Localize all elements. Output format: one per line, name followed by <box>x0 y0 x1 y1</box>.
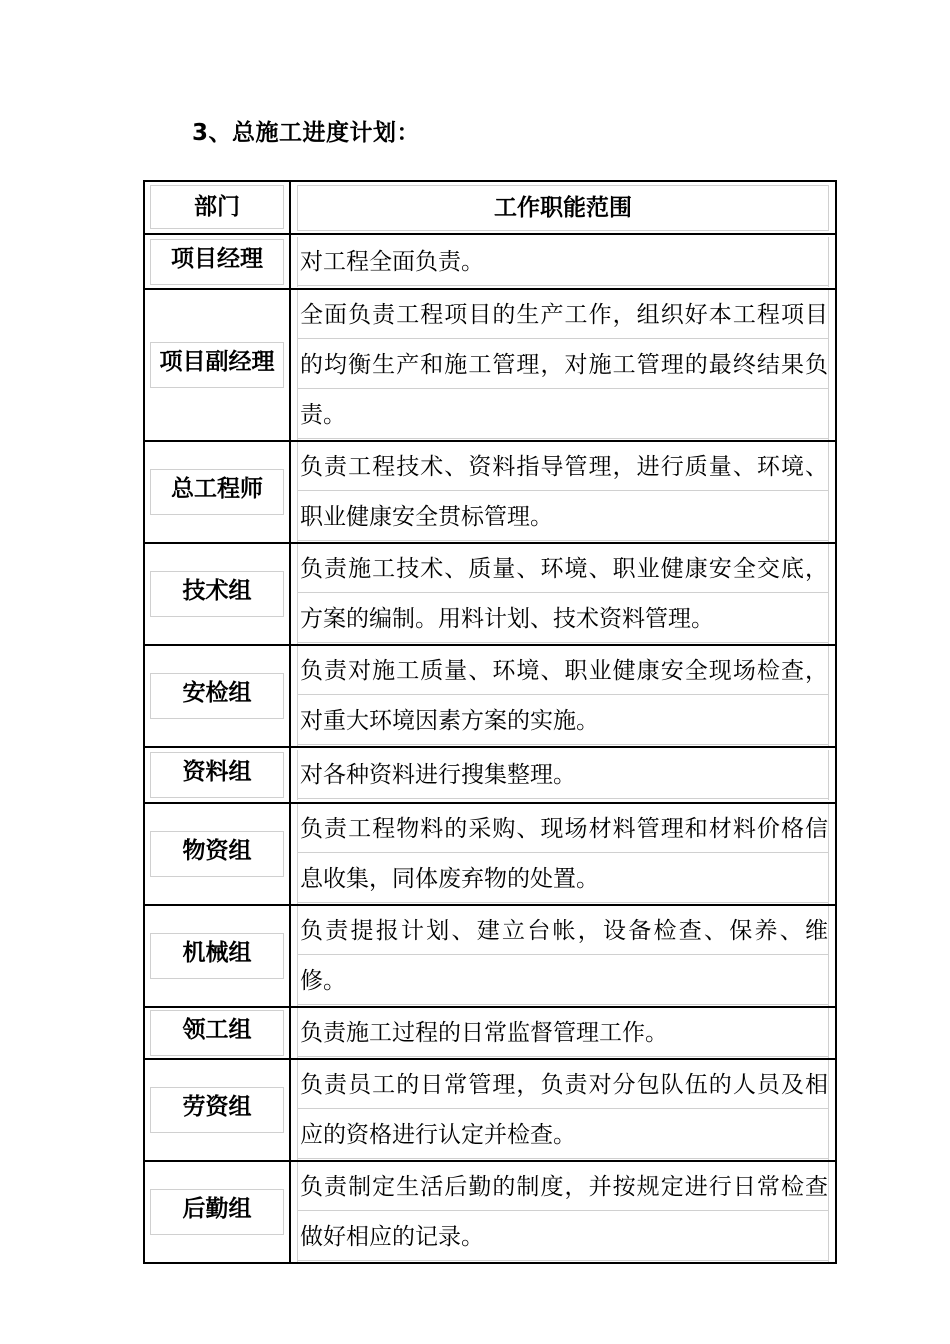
duty-cell <box>290 1007 836 1059</box>
table-row <box>144 543 836 645</box>
dept-cell <box>144 543 290 645</box>
header-duty-label: 工作职能范围 <box>297 185 829 231</box>
dept-label: 物资组 <box>150 831 284 877</box>
page-heading: 3、总施工进度计划： <box>192 120 421 146</box>
dept-cell <box>144 234 290 289</box>
duty-text: 负责工程技术、资料指导管理，进行质量、环境、职业健康安全贯标管理。 <box>297 442 829 542</box>
duty-text: 负责制定生活后勤的制度，并按规定进行日常检查做好相应的记录。 <box>297 1162 829 1262</box>
duty-text: 全面负责工程项目的生产工作，组织好本工程项目的均衡生产和施工管理，对施工管理的最终结果负责。 <box>297 290 829 440</box>
table-row <box>144 747 836 803</box>
table-row <box>144 441 836 543</box>
duty-text: 负责施工技术、质量、环境、职业健康安全交底，方案的编制。用料计划、技术资料管理。 <box>297 544 829 644</box>
dept-label: 机械组 <box>150 933 284 979</box>
dept-cell <box>144 1059 290 1161</box>
table-row <box>144 289 836 441</box>
duty-text: 对各种资料进行搜集整理。 <box>297 750 829 800</box>
dept-label: 领工组 <box>150 1010 284 1056</box>
dept-cell <box>144 1161 290 1263</box>
duty-cell <box>290 1161 836 1263</box>
table-row <box>144 905 836 1007</box>
table-row <box>144 1059 836 1161</box>
dept-label: 项目经理 <box>150 239 284 285</box>
duty-table <box>143 180 837 1264</box>
duty-text: 负责工程物料的采购、现场材料管理和材料价格信息收集，同体废弃物的处置。 <box>297 804 829 904</box>
dept-cell <box>144 803 290 905</box>
dept-cell <box>144 289 290 441</box>
dept-label: 资料组 <box>150 752 284 798</box>
dept-cell <box>144 441 290 543</box>
table-row <box>144 1161 836 1263</box>
duty-cell <box>290 747 836 803</box>
duty-cell <box>290 289 836 441</box>
duty-text: 负责施工过程的日常监督管理工作。 <box>297 1008 829 1058</box>
header-cell-dept <box>144 181 290 234</box>
table-row <box>144 1007 836 1059</box>
table-header-row <box>144 181 836 234</box>
duty-text: 对工程全面负责。 <box>297 237 829 287</box>
dept-label: 总工程师 <box>150 469 284 515</box>
dept-cell <box>144 747 290 803</box>
duty-cell <box>290 543 836 645</box>
duty-cell <box>290 645 836 747</box>
header-dept-label: 部门 <box>150 185 284 229</box>
duty-cell <box>290 441 836 543</box>
duty-text: 负责员工的日常管理，负责对分包队伍的人员及相应的资格进行认定并检查。 <box>297 1060 829 1160</box>
duty-text: 负责提报计划、建立台帐，设备检查、保养、维修。 <box>297 906 829 1006</box>
header-cell-duty <box>290 181 836 234</box>
table-row <box>144 645 836 747</box>
table-row <box>144 234 836 289</box>
dept-label: 项目副经理 <box>150 342 284 388</box>
dept-cell <box>144 905 290 1007</box>
duty-cell <box>290 1059 836 1161</box>
dept-label: 后勤组 <box>150 1189 284 1235</box>
dept-label: 劳资组 <box>150 1087 284 1133</box>
table-row <box>144 803 836 905</box>
dept-label: 安检组 <box>150 673 284 719</box>
duty-cell <box>290 803 836 905</box>
dept-cell <box>144 645 290 747</box>
dept-label: 技术组 <box>150 571 284 617</box>
duty-text: 负责对施工质量、环境、职业健康安全现场检查，对重大环境因素方案的实施。 <box>297 646 829 746</box>
duty-cell <box>290 234 836 289</box>
duty-cell <box>290 905 836 1007</box>
dept-cell <box>144 1007 290 1059</box>
